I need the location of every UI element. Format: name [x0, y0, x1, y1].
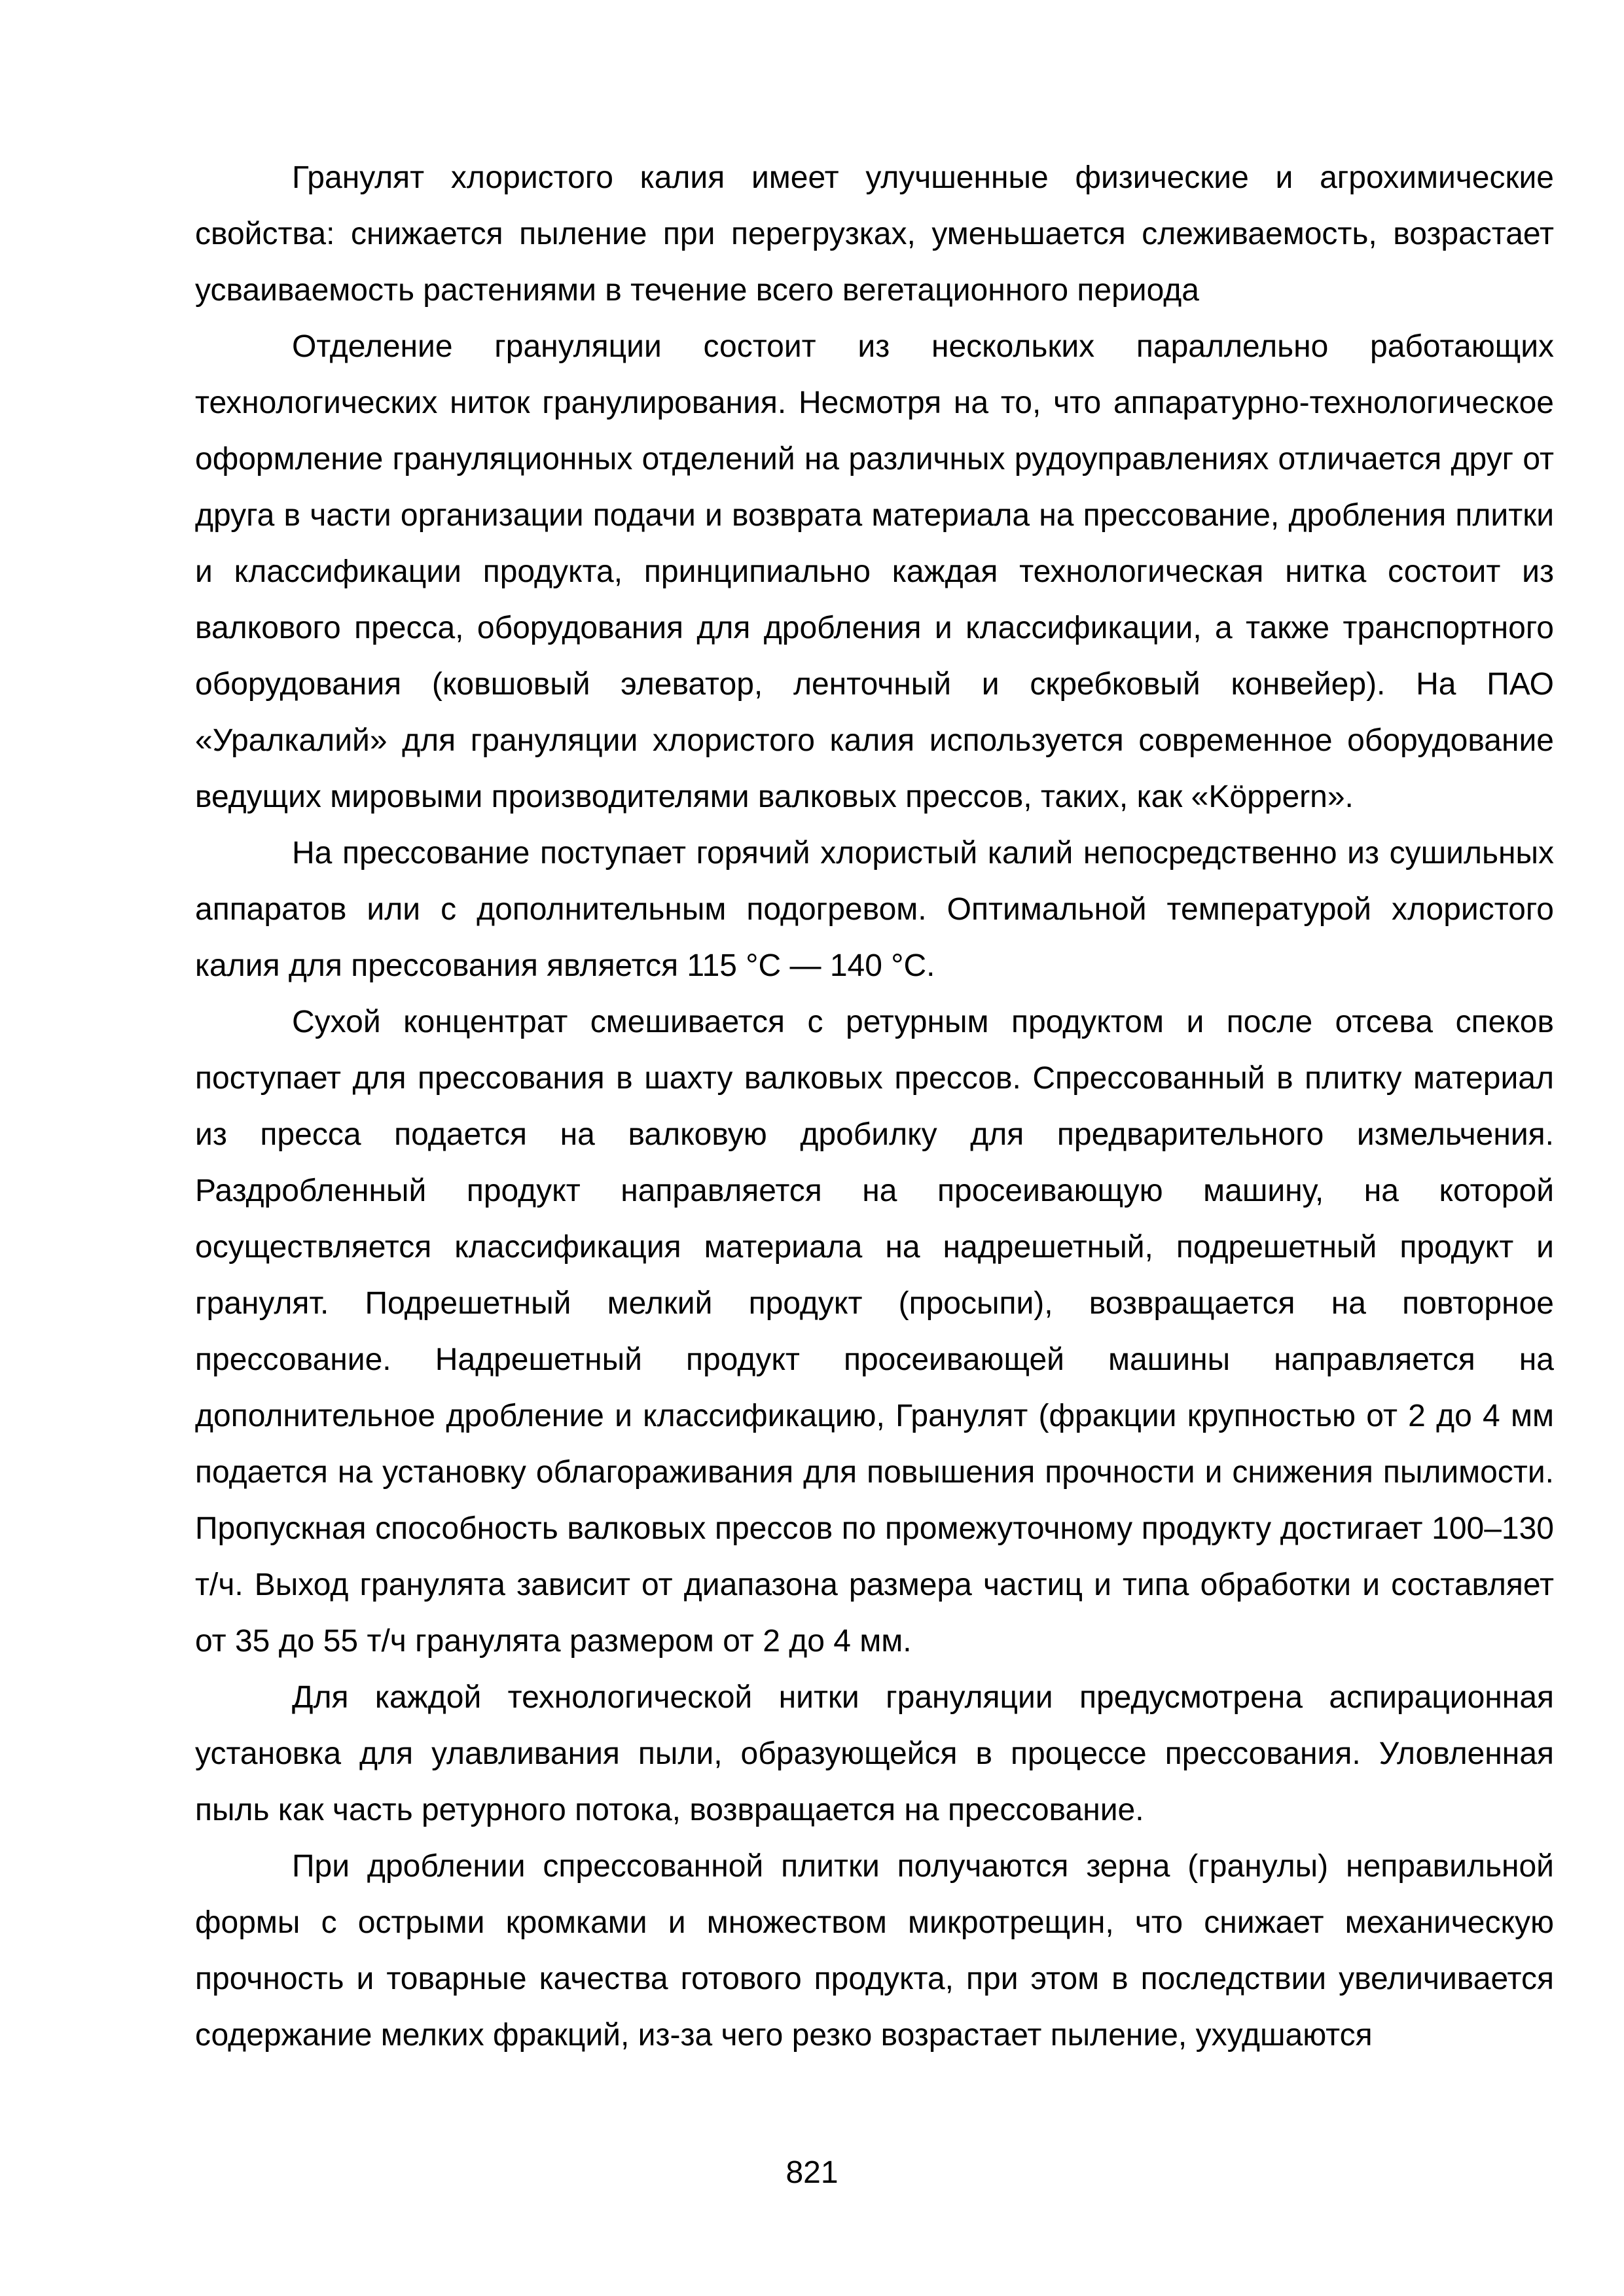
- paragraph-crushing-quality: При дроблении спрессованной плитки получаются зерна (гранулы) неправильной формы с острыми кромками и множеством микротрещин, что снижает механическую прочность и товарные качества готового продукта, при этом в последствии увеличивается содержание мелких фракций, из-за чего резко возрастает пыление, ухудшаются: [195, 1849, 1554, 2053]
- paragraph-pressing-input: На прессование поступает горячий хлористый калий непосредственно из сушильных аппаратов или с дополнительным подогревом. Оптимальной температурой хлористого калия для прессования является 115 °С — 140 °С.: [195, 836, 1554, 983]
- paragraph-granulation-department: Отделение грануляции состоит из нескольких параллельно работающих технологических ниток гранулирования. Несмотря на то, что аппаратурно-технологическое оформление грануляционных отделений на различных рудоуправлениях отличается друг от друга в части организации подачи и возврата материала на прессование, дробления плитки и классификации продукта, принципиально каждая технологическая нитка состоит из валкового пресса, оборудования для дробления и классификации, а также транспортного оборудования (ковшовый элеватор, ленточный и скребковый конвейер). На ПАО «Уралкалий» для грануляции хлористого калия используется современное оборудование ведущих мировыми производителями валковых прессов, таких, как «Köppern».: [195, 329, 1554, 814]
- body-text: [195, 150, 1554, 2064]
- paragraph-aspiration: Для каждой технологической нитки грануляции предусмотрена аспирационная установка для улавливания пыли, образующейся в процессе прессования. Уловленная пыль как часть ретурного потока, возвращается на прессование.: [195, 1680, 1554, 1827]
- paragraph-granulate-properties: Гранулят хлористого калия имеет улучшенные физические и агрохимические свойства: снижается пыление при перегрузках, уменьшается слеживаемость, возрастает усваиваемость растениями в течение всего вегетационного периода: [195, 160, 1554, 308]
- page-number: 821: [785, 2155, 839, 2190]
- paragraph-process-flow: Сухой концентрат смешивается с ретурным продуктом и после отсева спеков поступает для прессования в шахту валковых прессов. Спрессованный в плитку материал из пресса подается на валковую дробилку для предварительного измельчения. Раздробленный продукт направляется на просеивающую машину, на которой осуществляется классификация материала на надрешетный, подрешетный продукт и гранулят. Подрешетный мелкий продукт (просыпи), возвращается на повторное прессование. Надрешетный продукт просеивающей машины направляется на дополнительное дробление и классификацию, Гранулят (фракции крупностью от 2 до 4 мм подается на установку облагораживания для повышения прочности и снижения пылимости. Пропускная способность валковых прессов по промежуточному продукту достигает 100–130 т/ч. Выход гранулята зависит от диапазона размера частиц и типа обработки и составляет от 35 до 55 т/ч гранулята размером от 2 до 4 мм.: [195, 1005, 1554, 1659]
